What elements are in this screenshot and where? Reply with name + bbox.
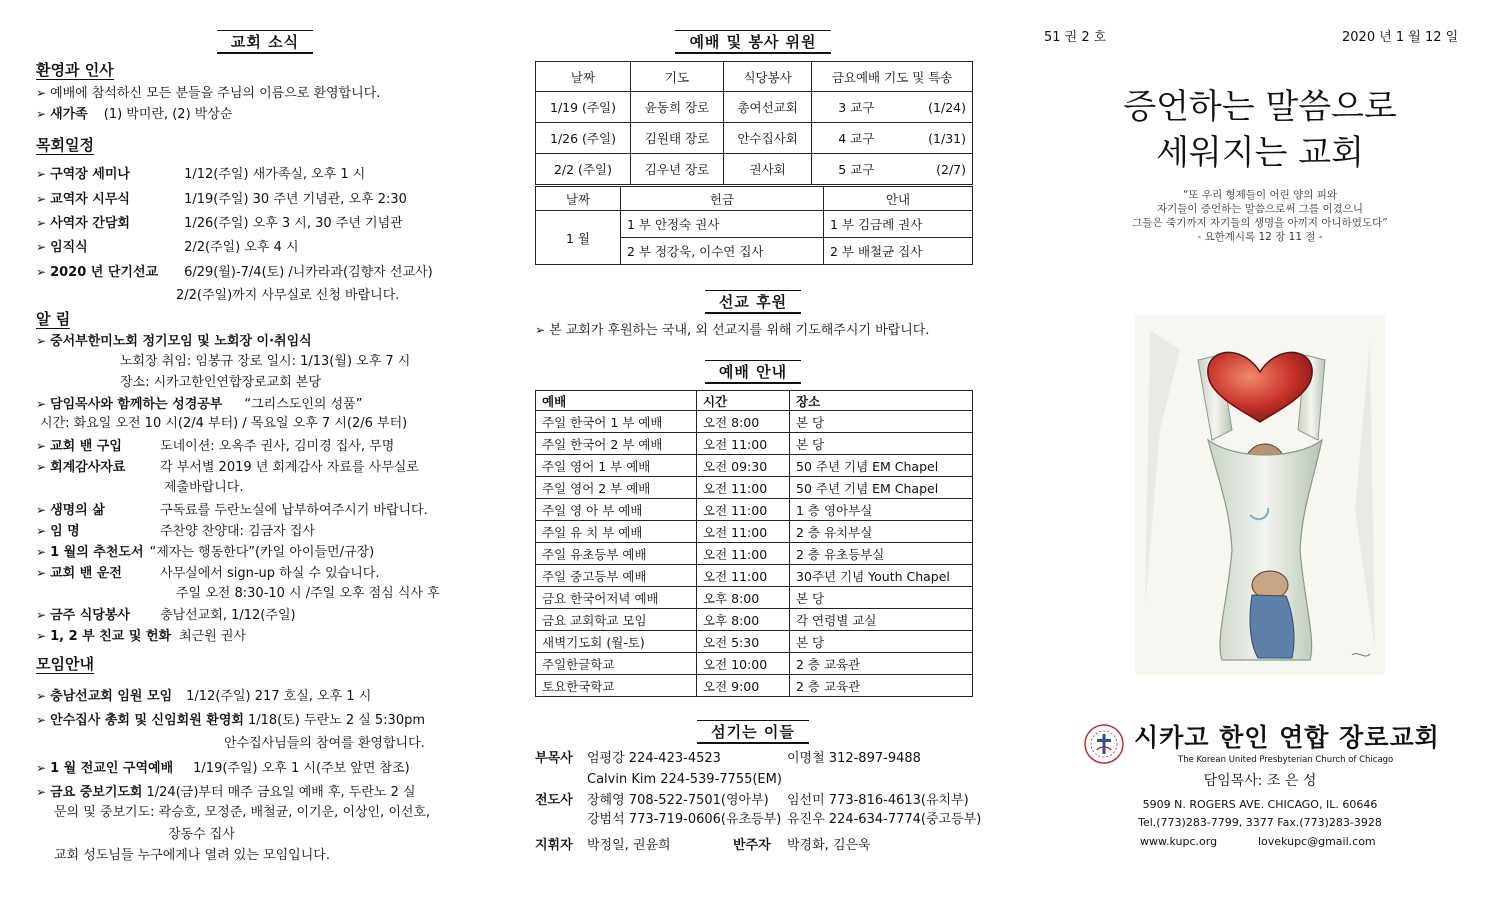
bulletin-date: 2020 년 1 월 12 일 bbox=[1342, 30, 1459, 45]
staff-contact: 임선미 773-816-4613(유치부) bbox=[787, 793, 969, 808]
worship-name: 주일 유초등부 예배 bbox=[536, 543, 697, 565]
worship-name: 새벽기도회 (월-토) bbox=[536, 631, 697, 653]
worship-row bbox=[536, 587, 973, 609]
staff-label: 반주자 bbox=[733, 838, 771, 853]
schedule-text: 2/2(주일) 오후 4 시 bbox=[184, 240, 299, 255]
schedule-text: 6/29(월)-7/4(토) /니카라과(김향자 선교사) bbox=[184, 265, 433, 280]
arrow-icon: ➢ bbox=[36, 334, 47, 348]
schedule-label: 임직식 bbox=[50, 240, 88, 255]
worship-name: 토요한국학교 bbox=[536, 675, 697, 697]
worship-time: 오전 9:00 bbox=[697, 675, 790, 697]
schedule-label: 구역장 세미나 bbox=[50, 167, 130, 182]
duty-friday-date: (2/7) bbox=[904, 154, 972, 185]
duty-row bbox=[536, 123, 973, 154]
arrow-icon: ➢ bbox=[36, 397, 47, 411]
duty-header: 금요예배 기도 및 특송 bbox=[812, 62, 973, 92]
staff-contact: 박경화, 김은욱 bbox=[787, 838, 871, 853]
schedule-label: 2020 년 단기선교 bbox=[50, 265, 159, 280]
duty-date: 1/26 (주일) bbox=[536, 123, 631, 154]
notice-text: 시간: 화요일 오전 10 시(2/4 부터) / 목요일 오후 7 시(2/6 부터) bbox=[40, 416, 408, 431]
arrow-icon: ➢ bbox=[36, 240, 47, 254]
notice-text: 도네이션: 오옥주 권사, 김미경 집사, 무명 bbox=[160, 439, 395, 454]
staff-contact: 이명철 312-897-9488 bbox=[787, 751, 921, 766]
notice-label: 교회 밴 구입 bbox=[50, 439, 122, 454]
usher-cell: 2 부 배철균 집사 bbox=[824, 238, 973, 265]
worship-header: 장소 bbox=[790, 391, 973, 411]
worship-place: 2 층 교육관 bbox=[790, 653, 973, 675]
offering-table bbox=[535, 186, 973, 265]
worship-name: 금요 교회학교 모임 bbox=[536, 609, 697, 631]
duty-friday: 4 교구 bbox=[812, 123, 905, 154]
worship-row bbox=[536, 411, 973, 433]
staff-contact: 장혜영 708-522-7501(영아부) bbox=[587, 793, 769, 808]
arrow-icon: ➢ bbox=[36, 629, 47, 643]
new-family-names: (1) 박미란, (2) 박상순 bbox=[103, 107, 233, 122]
worship-time: 오후 8:00 bbox=[697, 609, 790, 631]
meeting-label: 충남선교회 임원 모임 bbox=[50, 689, 173, 704]
arrow-icon: ➢ bbox=[36, 439, 47, 453]
staff-contact: 강범석 773-719-0606(유초등부) bbox=[587, 812, 782, 827]
worship-row bbox=[536, 433, 973, 455]
arrow-icon: ➢ bbox=[36, 761, 47, 775]
worship-header: 예배 bbox=[536, 391, 697, 411]
worship-time: 오전 10:00 bbox=[697, 653, 790, 675]
staff-label: 전도사 bbox=[535, 793, 573, 808]
schedule-label: 사역자 간담회 bbox=[50, 216, 130, 231]
kneeling-figure-body bbox=[1250, 595, 1294, 658]
notices-heading: 알 림 bbox=[36, 310, 71, 328]
worship-row bbox=[536, 477, 973, 499]
church-website[interactable]: www.kupc.org bbox=[1140, 835, 1218, 848]
worship-title: 예배 안내 bbox=[705, 360, 801, 384]
arrow-icon: ➢ bbox=[36, 167, 47, 181]
verse-reference: - 요한계시록 12 장 11 절 - bbox=[1197, 231, 1323, 243]
worship-place: 본 당 bbox=[790, 631, 973, 653]
duty-date: 1/19 (주일) bbox=[536, 92, 631, 123]
offering-header: 날짜 bbox=[536, 187, 621, 211]
worship-name: 주일 한국어 2 부 예배 bbox=[536, 433, 697, 455]
verse-line: 그들은 죽기까지 자기들의 생명을 아끼지 아니하였도다” bbox=[1132, 217, 1388, 229]
worship-place: 본 당 bbox=[790, 411, 973, 433]
duty-row bbox=[536, 92, 973, 123]
duty-friday-date: (1/31) bbox=[904, 123, 972, 154]
worship-place: 2 층 교육관 bbox=[790, 675, 973, 697]
worship-place: 본 당 bbox=[790, 433, 973, 455]
worship-row bbox=[536, 565, 973, 587]
arrow-icon: ➢ bbox=[36, 503, 47, 517]
schedule-text: 1/19(주일) 30 주년 기념관, 오후 2:30 bbox=[184, 192, 407, 207]
duty-friday-date: (1/24) bbox=[904, 92, 972, 123]
worship-time: 오전 11:00 bbox=[697, 499, 790, 521]
usher-cell: 1 부 김금례 권사 bbox=[824, 211, 973, 238]
mission-signup-text: 2/2(주일)까지 사무실로 신청 바랍니다. bbox=[176, 288, 400, 303]
duty-date: 2/2 (주일) bbox=[536, 154, 631, 185]
arrow-icon: ➢ bbox=[36, 545, 47, 559]
worship-time: 오전 11:00 bbox=[697, 521, 790, 543]
worship-row bbox=[536, 675, 973, 697]
worship-name: 주일 중고등부 예배 bbox=[536, 565, 697, 587]
theme-line-1: 증언하는 말씀으로 bbox=[1123, 87, 1397, 127]
worship-time: 오전 09:30 bbox=[697, 455, 790, 477]
duty-prayer: 김원태 장로 bbox=[630, 123, 723, 154]
worship-name: 주일 유 치 부 예배 bbox=[536, 521, 697, 543]
worship-row bbox=[536, 455, 973, 477]
duty-row bbox=[536, 154, 973, 185]
staff-contact: 박정일, 권윤희 bbox=[587, 838, 671, 853]
worship-time: 오전 8:00 bbox=[697, 411, 790, 433]
arrow-icon: ➢ bbox=[36, 107, 47, 121]
worship-name: 주일 영 아 부 예배 bbox=[536, 499, 697, 521]
staff-contact: 엄평강 224-423-4523 bbox=[587, 751, 721, 766]
church-email[interactable]: lovekupc@gmail.com bbox=[1258, 835, 1376, 848]
offering-header: 안내 bbox=[824, 187, 973, 211]
arrow-icon: ➢ bbox=[535, 323, 546, 337]
church-news-title: 교회 소식 bbox=[217, 30, 313, 54]
volume-number: 51 권 2 호 bbox=[1044, 30, 1107, 45]
church-logo-icon bbox=[1082, 722, 1126, 766]
arrow-icon: ➢ bbox=[36, 785, 47, 799]
offering-header: 헌금 bbox=[621, 187, 824, 211]
duty-prayer: 김우년 장로 bbox=[630, 154, 723, 185]
notice-label: 중서부한미노회 정기모임 및 노회장 이·취임식 bbox=[50, 334, 312, 349]
notice-text: 제출바랍니다. bbox=[164, 480, 244, 495]
worship-name: 주일 한국어 1 부 예배 bbox=[536, 411, 697, 433]
arrow-icon: ➢ bbox=[36, 608, 47, 622]
meeting-text: 1/19(주일) 오후 1 시(주보 앞면 참조) bbox=[193, 761, 410, 776]
notice-label: 생명의 삶 bbox=[50, 503, 105, 518]
notice-text: 장소: 시카고한인연합장로교회 본당 bbox=[120, 375, 322, 390]
worship-time: 오전 11:00 bbox=[697, 565, 790, 587]
schedule-heading: 목회일정 bbox=[36, 136, 94, 154]
meeting-text: 1/18(토) 두란노 2 실 5:30pm bbox=[247, 713, 426, 728]
notice-text: 사무실에서 sign-up 하실 수 있습니다. bbox=[160, 566, 380, 581]
worship-header: 시간 bbox=[697, 391, 790, 411]
worship-name: 주일 영어 1 부 예배 bbox=[536, 455, 697, 477]
worship-name: 주일 영어 2 부 예배 bbox=[536, 477, 697, 499]
notice-text: “제자는 행동한다”(카일 아이들먼/규장) bbox=[149, 545, 375, 560]
mission-text: 본 교회가 후원하는 국내, 외 선교지를 위해 기도해주시기 바랍니다. bbox=[549, 323, 930, 338]
worship-time: 오후 8:00 bbox=[697, 587, 790, 609]
arrow-icon: ➢ bbox=[36, 566, 47, 580]
senior-pastor: 담임목사: 조 은 성 bbox=[1203, 773, 1317, 789]
meeting-label: 안수집사 총회 및 신임회원 환영회 bbox=[50, 713, 244, 728]
duty-header: 식당봉사 bbox=[724, 62, 812, 92]
duty-meal: 총여선교회 bbox=[724, 92, 812, 123]
worship-time: 오전 5:30 bbox=[697, 631, 790, 653]
offering-month: 1 월 bbox=[536, 211, 621, 265]
offering-cell: 2 부 정강욱, 이수연 집사 bbox=[621, 238, 824, 265]
notice-text: 노회장 취임: 임봉규 장로 일시: 1/13(월) 오후 7 시 bbox=[120, 354, 411, 369]
worship-place: 각 연령별 교실 bbox=[790, 609, 973, 631]
worship-row bbox=[536, 521, 973, 543]
notice-text: 주일 오전 8:30-10 시 /주일 오후 점심 식사 후 bbox=[176, 586, 440, 601]
schedule-text: 1/12(주일) 새가족실, 오후 1 시 bbox=[184, 167, 366, 182]
notice-label: 회계감사자료 bbox=[50, 460, 126, 475]
notice-text: 각 부서별 2019 년 회계감사 자료를 사무실로 bbox=[160, 460, 419, 475]
worship-time: 오전 11:00 bbox=[697, 477, 790, 499]
worship-place: 본 당 bbox=[790, 587, 973, 609]
arrow-icon: ➢ bbox=[36, 524, 47, 538]
meeting-text: 1/24(금)부터 매주 금요일 예배 후, 두란노 2 실 bbox=[146, 785, 416, 800]
notice-text: “그리스도인의 성품” bbox=[244, 397, 363, 412]
staff-label: 지휘자 bbox=[535, 838, 573, 853]
service-duty-title: 예배 및 봉사 위원 bbox=[675, 30, 830, 54]
church-phone: Tel.(773)283-7799, 3377 Fax.(773)283-3928 bbox=[1138, 816, 1382, 829]
duty-friday: 5 교구 bbox=[812, 154, 905, 185]
duty-header: 날짜 bbox=[536, 62, 631, 92]
worship-place: 1 층 영아부실 bbox=[790, 499, 973, 521]
duty-meal: 권사회 bbox=[724, 154, 812, 185]
arrow-icon: ➢ bbox=[36, 265, 47, 279]
verse-line: “또 우리 형제들이 어린 양의 피와 bbox=[1183, 189, 1337, 201]
notice-label: 교회 밴 운전 bbox=[50, 566, 122, 581]
notice-text: 주찬양 찬양대: 김금자 집사 bbox=[160, 524, 315, 539]
worship-time: 오전 11:00 bbox=[697, 543, 790, 565]
mission-title: 선교 후원 bbox=[705, 290, 801, 314]
notice-label: 1, 2 부 친교 및 헌화 bbox=[50, 629, 172, 644]
church-name: 시카고 한인 연합 장로교회 bbox=[1134, 723, 1440, 752]
notice-text: 구독료를 두란노실에 납부하여주시기 바랍니다. bbox=[160, 503, 428, 518]
arrow-icon: ➢ bbox=[36, 460, 47, 474]
meeting-label: 1 월 전교인 구역예배 bbox=[50, 761, 174, 776]
notice-label: 임 명 bbox=[50, 524, 80, 539]
worship-name: 주일한글학교 bbox=[536, 653, 697, 675]
notice-label: 담임목사와 함께하는 성경공부 bbox=[50, 397, 223, 412]
theme-line-2: 세워지는 교회 bbox=[1156, 133, 1364, 173]
offering-cell: 1 부 안정숙 권사 bbox=[621, 211, 824, 238]
duty-friday: 3 교구 bbox=[812, 92, 905, 123]
arrow-icon: ➢ bbox=[36, 192, 47, 206]
notice-label: 1 월의 추천도서 bbox=[50, 545, 144, 560]
schedule-label: 교역자 시무식 bbox=[50, 192, 130, 207]
worship-place: 50 주년 기념 EM Chapel bbox=[790, 477, 973, 499]
notice-text: 최근원 권사 bbox=[179, 629, 247, 644]
notice-text: 충남선교회, 1/12(주일) bbox=[160, 608, 296, 623]
welcome-heading: 환영과 인사 bbox=[36, 61, 114, 79]
staff-title: 섬기는 이들 bbox=[697, 720, 809, 744]
meeting-text: 안수집사님들의 참여를 환영합니다. bbox=[224, 736, 425, 751]
schedule-text: 1/26(주일) 오후 3 시, 30 주년 기념관 bbox=[184, 216, 403, 231]
worship-name: 금요 한국어저녁 예배 bbox=[536, 587, 697, 609]
worship-place: 50 주년 기념 EM Chapel bbox=[790, 455, 973, 477]
welcome-text: 예배에 참석하신 모든 분들을 주님의 이름으로 환영합니다. bbox=[50, 86, 381, 101]
duty-prayer: 윤동희 장로 bbox=[630, 92, 723, 123]
worship-table bbox=[535, 390, 973, 697]
meeting-text: 1/12(주일) 217 호실, 오후 1 시 bbox=[186, 689, 372, 704]
new-family-label: 새가족 bbox=[50, 107, 88, 122]
church-address: 5909 N. ROGERS AVE. CHICAGO, IL. 60646 bbox=[1142, 798, 1378, 811]
duty-meal: 안수집사회 bbox=[724, 123, 812, 154]
duty-header: 기도 bbox=[630, 62, 723, 92]
arrow-icon: ➢ bbox=[36, 86, 47, 100]
staff-contact: Calvin Kim 224-539-7755(EM) bbox=[587, 772, 782, 787]
meeting-text: 장동수 집사 bbox=[168, 827, 235, 842]
meeting-label: 금요 중보기도회 bbox=[50, 785, 143, 800]
worship-row bbox=[536, 631, 973, 653]
worship-time: 오전 11:00 bbox=[697, 433, 790, 455]
meeting-text: 문의 및 중보기도: 곽승호, 모정준, 배철균, 이기운, 이상인, 이선호, bbox=[54, 805, 431, 820]
worship-place: 30주년 기념 Youth Chapel bbox=[790, 565, 973, 587]
meeting-text: 교회 성도님들 누구에게나 열려 있는 모임입니다. bbox=[54, 848, 330, 863]
worship-row bbox=[536, 609, 973, 631]
worship-row bbox=[536, 653, 973, 675]
church-english-name: The Korean United Presbyterian Church of Chicago bbox=[1178, 755, 1394, 765]
notice-label: 금주 식당봉사 bbox=[50, 608, 130, 623]
staff-label: 부목사 bbox=[535, 751, 573, 766]
worship-row bbox=[536, 499, 973, 521]
arrow-icon: ➢ bbox=[36, 713, 47, 727]
cover-illustration bbox=[1120, 310, 1410, 685]
meetings-heading: 모임안내 bbox=[36, 655, 94, 673]
verse-line: 자기들이 증언하는 말씀으로써 그를 이겼으니 bbox=[1156, 203, 1364, 215]
staff-contact: 유진우 224-634-7774(중고등부) bbox=[787, 812, 982, 827]
duty-table bbox=[535, 61, 973, 185]
worship-row bbox=[536, 543, 973, 565]
arrow-icon: ➢ bbox=[36, 216, 47, 230]
arrow-icon: ➢ bbox=[36, 689, 47, 703]
worship-place: 2 층 유초등부실 bbox=[790, 543, 973, 565]
worship-place: 2 층 유치부실 bbox=[790, 521, 973, 543]
